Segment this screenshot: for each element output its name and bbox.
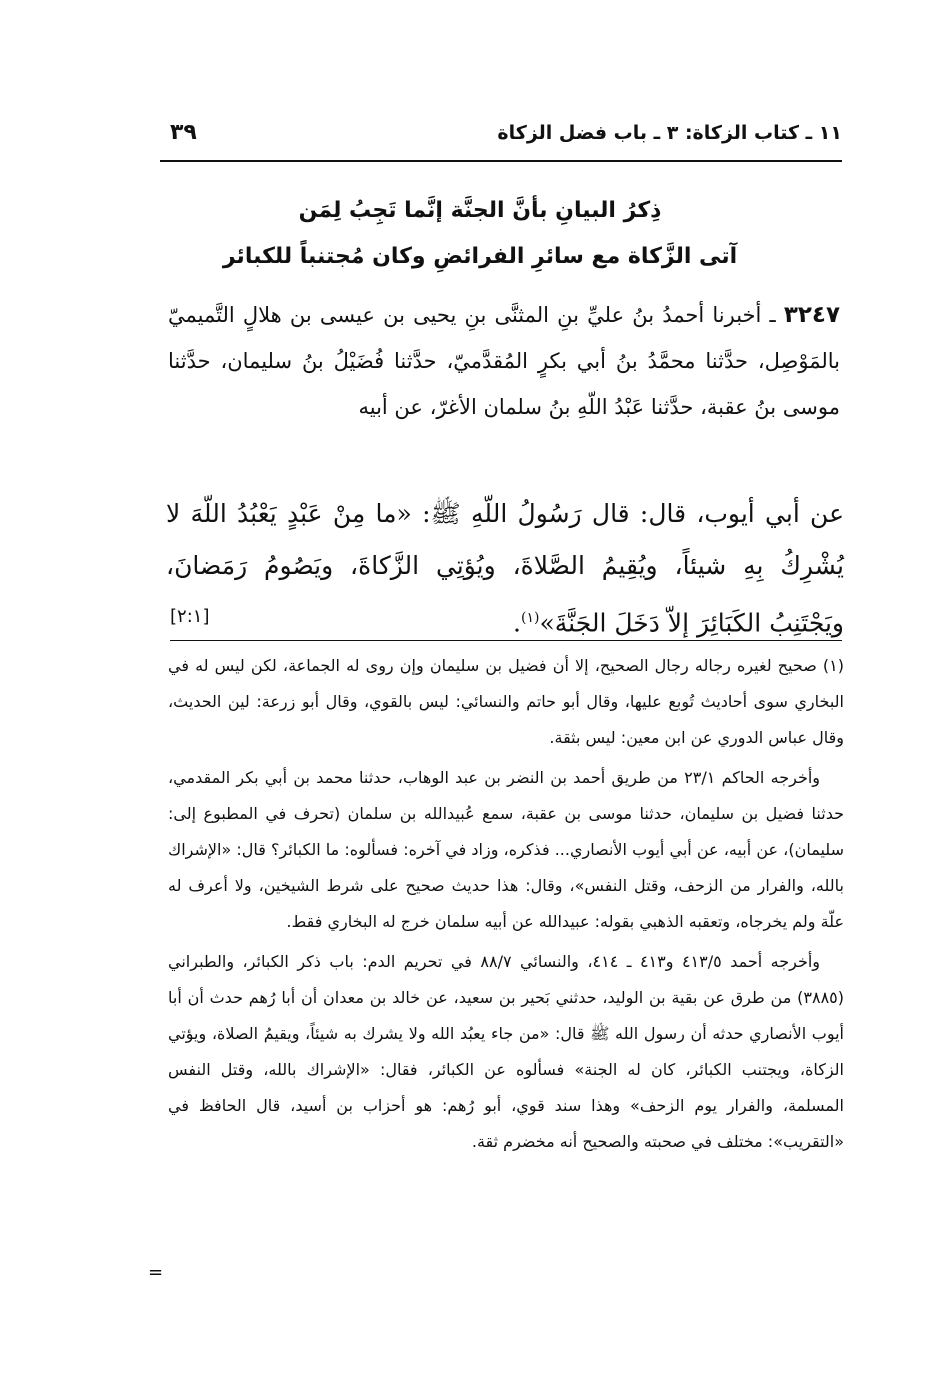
footnote-marker: (١) bbox=[520, 610, 540, 626]
page-number: ٣٩ bbox=[170, 120, 197, 145]
footnote-paragraph: وأخرجه أحمد ٤١٣/٥ و٤١٣ ـ ٤١٤، والنسائي ٨٨/٧ في تحريم الدم: باب ذكر الكبائر، والطبراني (٣٨٨٥) من طرق عن بقية بن الوليد، حدثني بَحير بن سعيد، عن خالد بن معدان أن أبا رُهم حدث أن أبا أيوب الأنصاري حدثه أن رسول الله ﷺ قال: «من جاء يعبُد الله ولا يشرك به شيئاً، ويقيمُ الصلاة، ويؤتي الزكاة، ويجتنب الكبائر، كان له الجنة» فسألوه عن الكبائر، فقال: «الإشراك بالله، وقتل النفس المسلمة، والفرار يوم الزحف» وهذا سند قوي، أبو رُهم: هو أحزاب بن أسيد، قال الحافظ في «التقريب»: مختلف في صحبته والصحيح أنه مخضرم ثقة. bbox=[168, 952, 844, 1151]
footnote-paragraph: وأخرجه الحاكم ٢٣/١ من طريق أحمد بن النضر بن عبد الوهاب، حدثنا محمد بن أبي بكر المقدمي، حدثنا فضيل بن سليمان، حدثنا موسى بن عقبة، سمع عُبيدالله بن سلمان (تحرف في المطبوع إلى: سليمان)، عن أبيه، عن أبي أيوب الأنصاري... فذكره، وزاد في آخره: فسألوه: ما الكبائر؟ قال: «الإشراك بالله، والفرار من الزحف، وقتل النفس»، وقال: هذا حديث صحيح على شرط الشيخين، ولا أعرف له علّة ولم يخرجاه، وتعقبه الذهبي بقوله: عبيدالله عن أبيه سلمان خرج له البخاري فقط. bbox=[168, 768, 844, 931]
header-title: ١١ ـ كتاب الزكاة: ٣ ـ باب فضل الزكاة bbox=[497, 122, 842, 144]
matn-end: . bbox=[513, 608, 521, 638]
heading-line-1: ذِكرُ البيانِ بأنَّ الجنَّة إنَّما تَجِبُ لِمَن bbox=[298, 198, 662, 223]
footnote-paragraph: (١) صحيح لغيره رجاله رجال الصحيح، إلا أن فضيل بن سليمان وإن روى له الجماعة، لكن ليس له في البخاري سوى أحاديث تُوبع عليها، وقال أبو حاتم والنسائي: ليس بالقوي، وقال أبو زرعة: لين الحديث، وقال عباس الدوري عن ابن معين: ليس بثقة. bbox=[168, 656, 844, 747]
footnotes bbox=[168, 648, 844, 1164]
hadith-isnad bbox=[168, 292, 840, 430]
hadith-number: ٣٢٤٧ bbox=[783, 302, 840, 328]
isnad-text: ـ أخبرنا أحمدُ بنُ عليِّ بنِ المثنَّى بنِ يحيى بن عيسى بن هلالٍ التَّميميّ بالمَوْصِل، حدَّثنا محمَّدُ بنُ أبي بكرٍ المُقدَّميّ، حدَّثنا فُضَيْلُ بنُ سليمان، حدَّثنا موسى بنُ عقبة، حدَّثنا عَبْدُ اللّهِ بنُ سلمان الأغرّ، عن أبيه bbox=[168, 303, 840, 419]
matn-text: عن أبي أيوب، قال: قال رَسُولُ اللّهِ ﷺ: «ما مِنْ عَبْدٍ يَعْبُدُ اللّهَ لا يُشْرِكُ بِهِ شيئاً، ويُقِيمُ الصَّلاةَ، ويُؤتِي الزَّكاةَ، ويَصُومُ رَمَضانَ، ويَجْتَنِبُ الكَبَائِرَ إلاّ دَخَلَ الجَنَّةَ» bbox=[166, 499, 844, 638]
footnote-divider bbox=[170, 640, 842, 641]
hadith-matn bbox=[166, 488, 844, 649]
chapter-heading bbox=[180, 188, 780, 280]
heading-line-2: آتى الزَّكاة مع سائرِ الفرائضِ وكان مُجتنباً للكبائر bbox=[222, 244, 738, 269]
running-header bbox=[160, 118, 842, 162]
continuation-mark: = bbox=[148, 1262, 164, 1283]
hadith-reference: [٢:١] bbox=[170, 606, 210, 628]
